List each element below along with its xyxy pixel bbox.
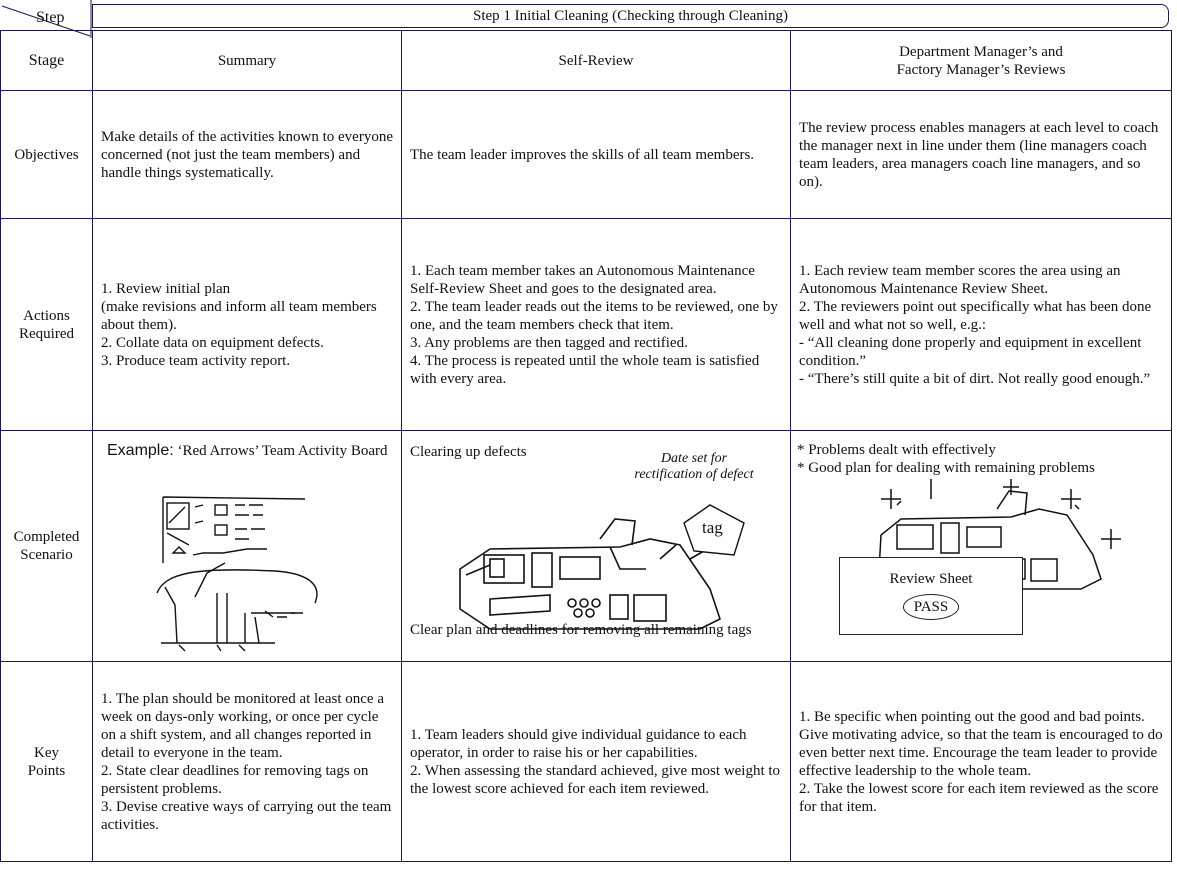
clear-plan-caption: Clear plan and deadlines for removing all remaining tags [410,622,752,638]
self-review-header: Self-Review [402,31,791,91]
manager-review-header: Department Manager’s and Factory Manager’s Reviews [791,31,1172,91]
key-points-manager: 1. Be specific when pointing out the good and bad points. Give motivating advice, so that the team is encouraged to do even better next time. Encourage the team leader to provide effective leadership to the whole team. 2. Take the lowest score for each item reviewed as the score for that item. [791,662,1172,862]
objectives-summary: Make details of the activities known to everyone concerned (not just the team members) and handle things systematically. [93,91,402,219]
date-note: Date set for rectification of defect [634,451,754,482]
key-points-summary: 1. The plan should be monitored at least once a week on days-only working, or once per cycle on a shift system, and all changes reported in detail to everyone in the team. 2. State clear deadlines for removing tags on persistent problems. 3. Devise creative ways of carrying out the team activities. [93,662,402,862]
scenario-self-review [402,431,791,662]
team-activity-board-sketch [155,493,325,653]
tag-label: tag [702,518,723,537]
header-row [1,31,1172,91]
actions-self-review: 1. Each team member takes an Autonomous Maintenance Self-Review Sheet and goes to the designated area. 2. The team leader reads out the items to be reviewed, one by one, and the team members check that item. 3. Any problems are then tagged and rectified. 4. The process is repeated until the whole team is satisfied with every area. [402,219,791,431]
scenario-row [1,431,1172,662]
step-title: Step 1 Initial Cleaning (Checking through Cleaning) [92,4,1169,28]
key-points-row [1,662,1172,862]
key-points-stage: Key Points [1,662,93,862]
key-points-self-review: 1. Team leaders should give individual guidance to each operator, in order to raise his or her capabilities. 2. When assessing the standard achieved, give most weight to the lowest score achieved for each item reviewed. [402,662,791,862]
objectives-stage: Objectives [1,91,93,219]
actions-row [1,219,1172,431]
scenario-summary [93,431,402,662]
clearing-defects-caption: Clearing up defects [410,444,527,460]
stage-header: Stage [1,31,93,91]
actions-stage: Actions Required [1,219,93,431]
review-grid [0,30,1172,862]
actions-manager: 1. Each review team member scores the area using an Autonomous Maintenance Review Sheet. 2. The reviewers point out specifically what has been done well and what not so well, e.g.: - “All cleaning done properly and equipment in excellent condition.” - “There’s still quite a bit of dirt. Not really good enough.” [791,219,1172,431]
objectives-self-review: The team leader improves the skills of all team members. [402,91,791,219]
review-sheet: Review Sheet PASS [839,557,1023,635]
scenario-manager [791,431,1172,662]
summary-header: Summary [93,31,402,91]
team-board-caption: Example: ‘Red Arrows’ Team Activity Board [107,442,388,459]
scenario-stage: Completed Scenario [1,431,93,662]
objectives-manager: The review process enables managers at each level to coach the manager next in line under them (line managers coach team leaders, area managers coach line managers, and so on). [791,91,1172,219]
objectives-row [1,91,1172,219]
actions-summary: 1. Review initial plan (make revisions and inform all team members about them). 2. Collate data on equipment defects. 3. Produce team activity report. [93,219,402,431]
pass-stamp: PASS [903,594,959,620]
manager-scenario-notes: * Problems dealt with effectively * Good plan for dealing with remaining problems [797,442,1095,476]
step-label: Step [36,9,65,26]
